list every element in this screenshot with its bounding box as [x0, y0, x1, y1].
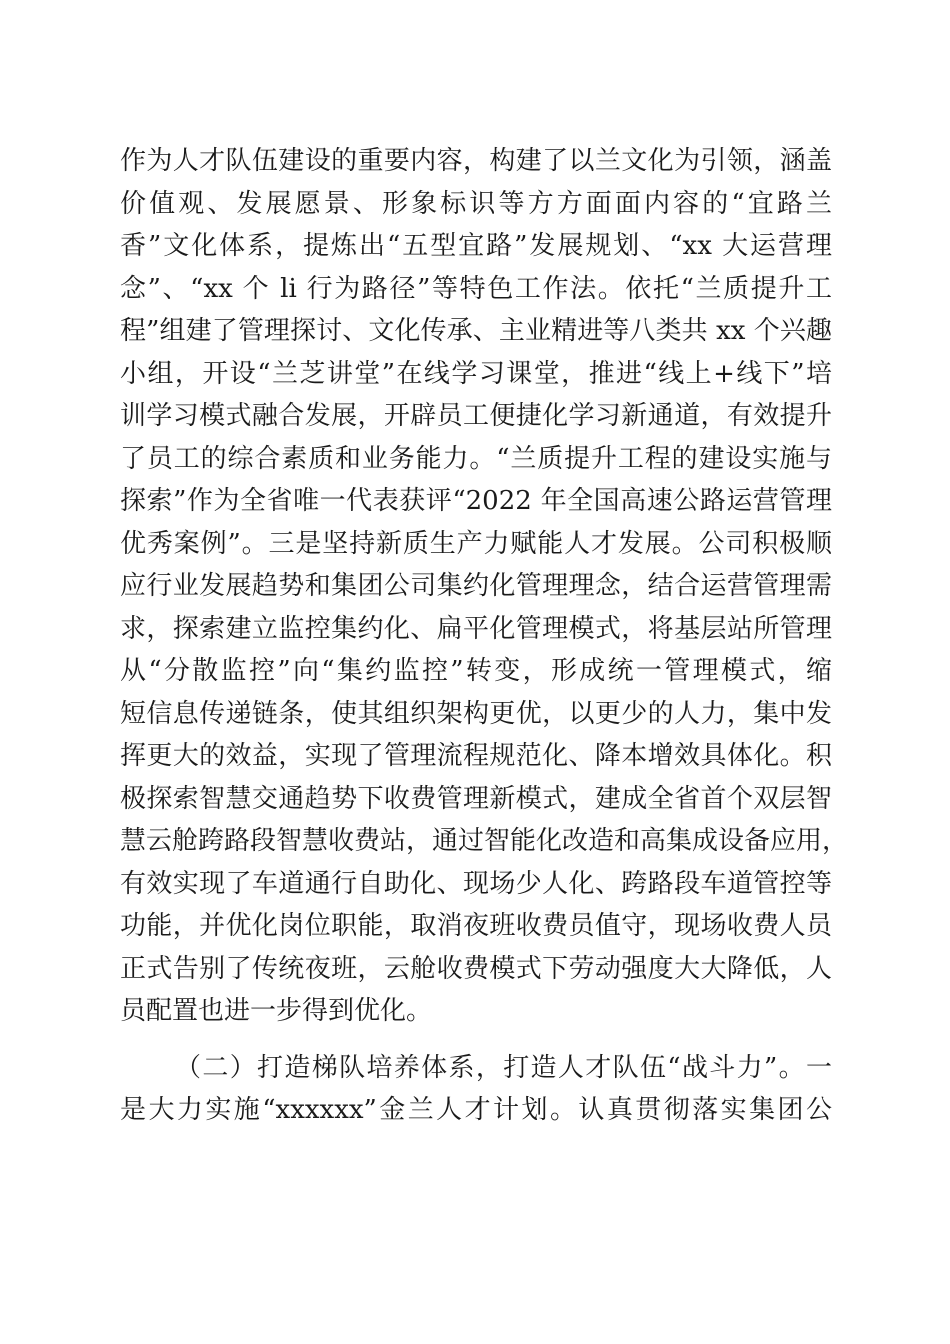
text-line: 员配置也进一步得到优化。	[120, 996, 433, 1026]
text-line: 程”组建了管理探讨、文化传承、主业精进等八类共 xx 个兴趣	[120, 316, 832, 346]
text-line: 功能，并优化岗位职能，取消夜班收费员值守，现场收费人员	[120, 911, 832, 941]
text-line: 极探索智慧交通趋势下收费管理新模式，建成全省首个双层智	[120, 783, 832, 814]
text-line: 从“分散监控”向“集约监控”转变，形成统一管理模式，缩	[120, 656, 832, 686]
text-line: 作为人才队伍建设的重要内容，构建了以兰文化为引领，涵盖	[120, 146, 832, 176]
text-line: 了员工的综合素质和业务能力。“兰质提升工程的建设实施与	[120, 443, 832, 474]
text-line: 慧云舱跨路段智慧收费站，通过智能化改造和高集成设备应用，	[120, 826, 849, 856]
text-line: 价值观、发展愿景、形象标识等方方面面内容的“宜路兰	[120, 188, 832, 219]
text-line: 小组，开设“兰芝讲堂”在线学习课堂，推进“线上+线下”培	[120, 358, 832, 389]
body-text	[120, 140, 849, 1132]
text-line: 探索”作为全省唯一代表获评“2022 年全国高速公路运营管理	[120, 486, 832, 516]
text-line: 挥更大的效益，实现了管理流程规范化、降本增效具体化。积	[120, 741, 832, 771]
text-line: 是大力实施“xxxxxx”金兰人才计划。认真贯彻落实集团公	[120, 1095, 832, 1125]
text-line: 训学习模式融合发展，开辟员工便捷化学习新通道，有效提升	[120, 401, 832, 431]
paragraph-gap	[120, 1033, 832, 1047]
text-line: 香”文化体系，提炼出“五型宜路”发展规划、“xx 大运营理	[120, 231, 832, 261]
text-line: 应行业发展趋势和集团公司集约化管理理念，结合运营管理需	[120, 571, 832, 601]
text-line: 念”、“xx 个 li 行为路径”等特色工作法。依托“兰质提升工	[120, 273, 832, 304]
section-heading-line: （二）打造梯队培养体系，打造人才队伍“战斗力”。一	[175, 1052, 832, 1083]
text-line: 短信息传递链条，使其组织架构更优，以更少的人力，集中发	[120, 698, 832, 729]
text-line: 有效实现了车道通行自助化、现场少人化、跨路段车道管控等	[120, 868, 832, 899]
text-line: 优秀案例”。三是坚持新质生产力赋能人才发展。公司积极顺	[120, 528, 832, 559]
text-line: 求，探索建立监控集约化、扁平化管理模式，将基层站所管理	[120, 613, 832, 644]
text-line: 正式告别了传统夜班，云舱收费模式下劳动强度大大降低，人	[120, 953, 832, 984]
